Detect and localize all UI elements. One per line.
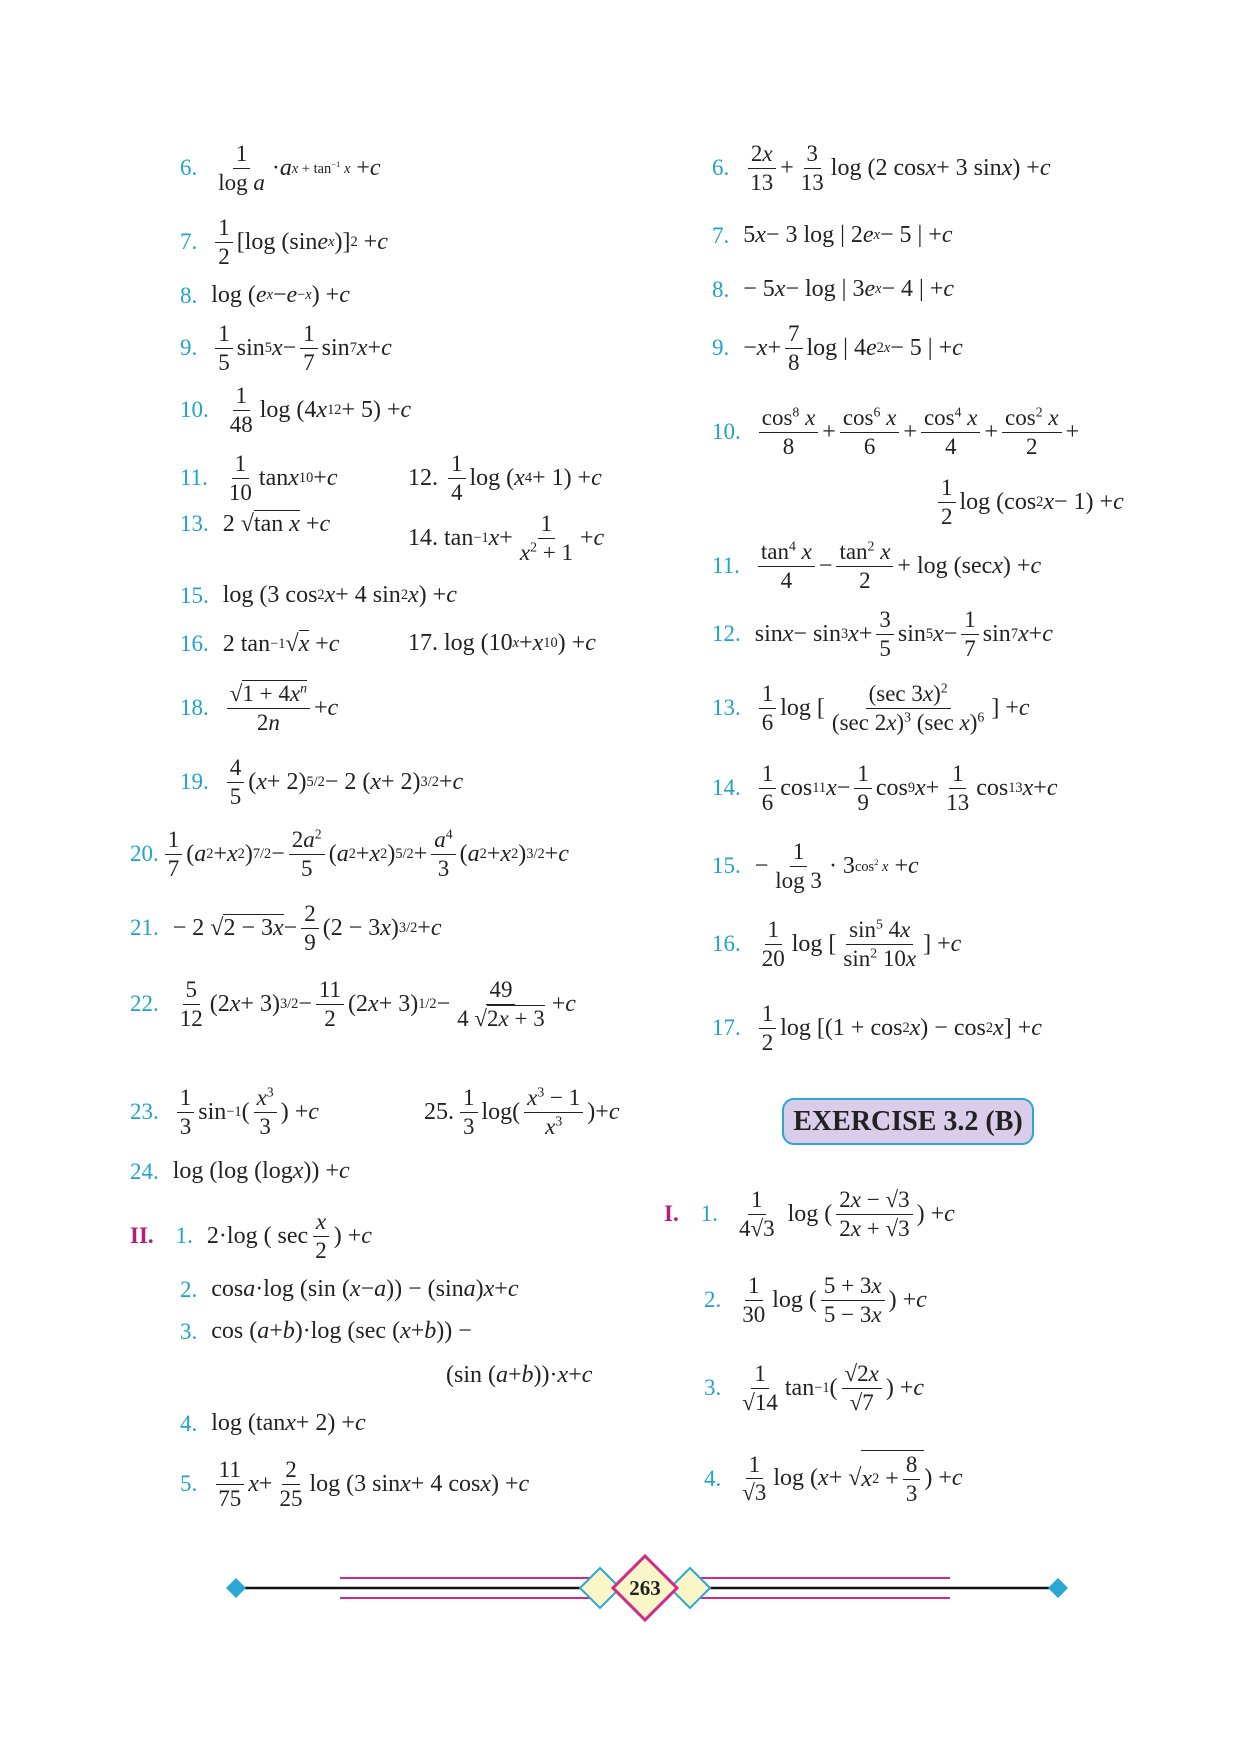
- answer-expression: $\frac{11}{75}$ x + $\frac{2}{25}$ log (3 sin x + 4 cos x ) + c: [211, 1456, 529, 1512]
- answer-expression: cos a ·log (sin ( x − a )) − (sin a ) x + c: [211, 1276, 519, 1302]
- answer-expression: 2·log ( sec $\frac{x}{2}$ ) + c: [206, 1209, 372, 1263]
- answer-expression: $\frac{1}{10}$ tan x 10 + c: [228, 451, 338, 505]
- answer-expression: $\frac{1}{2}$ [log (sin e x )] 2 + c: [211, 214, 388, 270]
- item-number: 10.: [180, 397, 209, 423]
- answer-expression: $\frac{1}{20}$ log [ $\frac{\sin^5 4x}{\sin^2 10x}$ ] + c: [761, 916, 962, 971]
- section-II-answer-3: [180, 1318, 472, 1345]
- item-number: 6.: [712, 155, 730, 181]
- item-number: 16.: [180, 631, 209, 656]
- item-number: 15.: [712, 853, 741, 879]
- answer-expression: $\frac{1}{6}$ log [ $\frac{(\sec 3x)^2}{(\sec 2x)^3 (\sec x)^6}$ ] + c: [755, 680, 1030, 736]
- answer-expression: $\frac{1}{5}$ sin 5 x − $\frac{1}{7}$ sin 7 x + c: [211, 320, 392, 376]
- answer-expression: $\frac{1}{3}$ sin −1 ( $\frac{x^3}{3}$ ) + c: [173, 1084, 319, 1140]
- answer-8-right: [712, 276, 954, 303]
- item-number: 2.: [704, 1287, 722, 1313]
- item-number: 8.: [180, 282, 198, 308]
- answer-expression: $\frac{\tan^4 x}{4}$ − $\frac{\tan^2 x}{2}$ + log (sec x ) + c: [754, 538, 1041, 594]
- item-number: 9.: [180, 335, 198, 361]
- item-number: 8.: [712, 276, 730, 302]
- answer-expression: $\frac{1}{7}$ ( a 2 + x 2 ) 7/2 − $\frac{2a^2}{5}$ ( a 2 + x 2 ) 5/2 + $\frac{a^4}{3}$ ( a 2 + x 2 ) 3/2 + c: [161, 826, 569, 882]
- answer-expression: sin x − sin 3 x + $\frac{3}{5}$ sin 5 x − $\frac{1}{7}$ sin 7 x + c: [754, 607, 1053, 661]
- section-I-answer-3: [704, 1360, 924, 1416]
- answer-expression: $\frac{4}{5}$ ( x + 2) 5/2 − 2 ( x + 2) 3/2 + c: [223, 754, 463, 810]
- item-number: 10.: [712, 419, 741, 445]
- item-number: 15.: [180, 582, 209, 608]
- item-number: 24.: [130, 1158, 159, 1184]
- answer-20-left: [130, 826, 569, 882]
- item-number: 1.: [700, 1201, 718, 1227]
- answer-expression: 5 x − 3 log | 2 e x − 5 | + c: [743, 222, 953, 248]
- answer-15-left: [180, 582, 457, 609]
- answer-expression: $\frac{1}{3}$ log( $\frac{x^3 - 1}{x^3}$ )+ c: [456, 1084, 619, 1140]
- answer-expression: log (3 cos 2 x + 4 sin 2 x ) + c: [222, 582, 457, 608]
- section-II-answer-1: [130, 1208, 372, 1264]
- page-footer-ornament: [0, 1548, 1241, 1628]
- answer-9-left: [180, 320, 392, 376]
- item-number: 12.: [408, 464, 438, 491]
- answer-9-right: [712, 320, 963, 376]
- answer-17-right: [712, 1000, 1042, 1056]
- answer-7-left: [180, 214, 388, 270]
- answer-expression: $\frac{1}{2}$ log [(1 + cos 2 x ) − cos 2 x ] + c: [755, 1000, 1042, 1056]
- page-number: 263: [629, 1576, 661, 1600]
- answer-6-right: [712, 140, 1051, 196]
- answer-expression: $\frac{2x}{13}$ + $\frac{3}{13}$ log (2 cos x + 3 sin x ) + c: [743, 140, 1050, 196]
- answer-13-right: [712, 680, 1030, 736]
- answer-expression: − x + $\frac{7}{8}$ log | 4 e 2x − 5 | + c: [743, 321, 963, 375]
- item-number: 13.: [712, 695, 741, 721]
- section-I-answer-4: [704, 1450, 963, 1507]
- answer-expression: $\frac{1}{4}$ log ( x 4 + 1) + c: [444, 450, 602, 506]
- answer-expression: $\frac{1}{√3}$ log ( x + √ x 2 + $\frac{8}{3}$ ) + c: [742, 1451, 963, 1506]
- item-number: 21.: [130, 915, 159, 941]
- answer-10-right: [712, 404, 1079, 460]
- item-number: 17.: [408, 630, 438, 656]
- answer-16-left: [180, 630, 339, 658]
- item-number: 1.: [175, 1223, 193, 1249]
- item-number: 3.: [180, 1318, 198, 1344]
- answer-8-left: [180, 282, 350, 309]
- answer-13-left: [180, 510, 330, 538]
- item-number: 7.: [180, 229, 198, 255]
- answer-expression: log (tan x + 2) + c: [211, 1410, 366, 1436]
- answer-15-right: [712, 838, 919, 894]
- answer-expression: $\frac{1}{√14}$ tan −1 ( $\frac{√2x}{√7}$ ) + c: [742, 1361, 925, 1415]
- item-number: 5.: [180, 1471, 198, 1497]
- section-II-answer-5: [180, 1456, 529, 1512]
- answer-expression: cos ( a + b )·log (sec ( x + b )) −: [211, 1318, 472, 1344]
- answer-12-left: [408, 450, 602, 506]
- answer-expression: − $\frac{1}{\log 3}$ · 3 $\cos^2 x$ + c: [754, 839, 919, 893]
- section-II-answer-2: [180, 1276, 519, 1303]
- item-number: 11.: [712, 553, 740, 579]
- answer-10-right-continued: [934, 474, 1124, 530]
- answer-19-left: [180, 754, 463, 810]
- item-number: 3.: [704, 1375, 722, 1401]
- answer-expression: 2 √ tan x + c: [222, 510, 331, 537]
- answer-expression: − 5 x − log | 3 e x − 4 | + c: [743, 276, 955, 302]
- item-number: 6.: [180, 155, 198, 181]
- answer-18-left: [180, 680, 338, 736]
- item-number: 2.: [180, 1276, 198, 1302]
- answer-17-left: [408, 630, 596, 657]
- item-number: 17.: [712, 1015, 741, 1041]
- item-number: 14.: [408, 524, 438, 551]
- item-number: 25.: [424, 1098, 454, 1125]
- item-number: 18.: [180, 695, 209, 721]
- item-number: 7.: [712, 222, 730, 248]
- answer-expression: log (10 x + x 10 ) + c: [444, 630, 596, 656]
- answer-expression: 2 tan −1 √ x + c: [222, 630, 340, 657]
- answer-expression: $\frac{1}{30}$ log ( $\frac{5 + 3x}{5 - 3x}$ ) + c: [742, 1273, 927, 1327]
- answer-22-left: [130, 976, 576, 1032]
- answer-14-right: [712, 760, 1057, 816]
- answer-expression-continued: (sin ( a + b ))· x + c: [446, 1362, 593, 1388]
- item-number: 4.: [704, 1465, 722, 1491]
- answer-24-left: [130, 1158, 350, 1185]
- item-number: 9.: [712, 335, 730, 361]
- footer-diamond-right: [1048, 1578, 1068, 1598]
- section-label: II.: [130, 1223, 154, 1249]
- answer-14-left: [408, 510, 604, 566]
- answer-11-right: [712, 538, 1041, 594]
- answer-25-left: [424, 1084, 619, 1140]
- answer-expression: log (log (log x )) + c: [172, 1158, 350, 1184]
- item-number: 11.: [180, 465, 208, 491]
- answer-16-right: [712, 916, 961, 972]
- section-I-answer-1: [664, 1186, 955, 1242]
- answer-7-right: [712, 222, 953, 249]
- answer-10-left: [180, 382, 411, 438]
- item-number: 23.: [130, 1099, 159, 1125]
- answer-expression: − 2 √ 2 − 3x − $\frac{2}{9}$ (2 − 3 x ) 3/2 + c: [172, 901, 442, 955]
- section-II-answer-4: [180, 1410, 366, 1437]
- item-number: 14.: [712, 775, 741, 801]
- answer-expression: $\frac{5}{12}$ (2 x + 3) 3/2 − $\frac{11}{2}$ (2 x + 3) 1/2 − $\frac{49}{4 √2x + 3}$ + c: [179, 977, 576, 1031]
- answer-expression: tan −1 x + $\frac{1}{x^2 + 1}$ + c: [444, 511, 605, 565]
- answer-expression: log ( e x − e −x ) + c: [211, 282, 350, 308]
- answer-expression: $\frac{1}{48}$ log (4 x 12 + 5) + c: [229, 383, 412, 437]
- item-number: 12.: [712, 621, 741, 647]
- section-label: I.: [664, 1201, 679, 1227]
- footer-diamond-left: [226, 1578, 246, 1598]
- answer-expression: $\frac{\cos^8 x}{8}$ + $\frac{\cos^6 x}{6}$ + $\frac{\cos^4 x}{4}$ + $\frac{\cos^2 x}{2}$ +: [755, 404, 1079, 460]
- answer-11-left: [180, 450, 337, 506]
- answer-12-right: [712, 606, 1053, 662]
- answer-6-left: [180, 140, 381, 196]
- exercise-title: EXERCISE 3.2 (B): [782, 1098, 1034, 1145]
- section-I-answer-2: [704, 1272, 927, 1328]
- answer-expression-continued: $\frac{1}{2}$ log (cos 2 x − 1) + c: [934, 474, 1124, 530]
- item-number: 13.: [180, 511, 209, 536]
- answer-expression: $\frac{1}{\text{log a}}$ · a $x + \tan^{-1} x$ + c: [218, 141, 381, 195]
- answer-expression: $\frac{1}{6}$ cos 11 x − $\frac{1}{9}$ cos 9 x + $\frac{1}{13}$ cos 13 x + c: [755, 760, 1058, 816]
- item-number: 22.: [130, 991, 159, 1017]
- answer-21-left: [130, 900, 442, 956]
- item-number: 20.: [130, 841, 159, 867]
- answer-expression: $\frac{√1 + 4x^n}{2n}$ + c: [223, 680, 338, 736]
- item-number: 4.: [180, 1410, 198, 1436]
- item-number: 19.: [180, 769, 209, 795]
- section-II-answer-3-continued: [446, 1362, 592, 1389]
- answer-expression: $\frac{1}{4√3}$ log ( $\frac{2x - √3}{2x + √3}$ ) + c: [738, 1187, 955, 1241]
- answer-23-left: [130, 1084, 319, 1140]
- item-number: 16.: [712, 931, 741, 957]
